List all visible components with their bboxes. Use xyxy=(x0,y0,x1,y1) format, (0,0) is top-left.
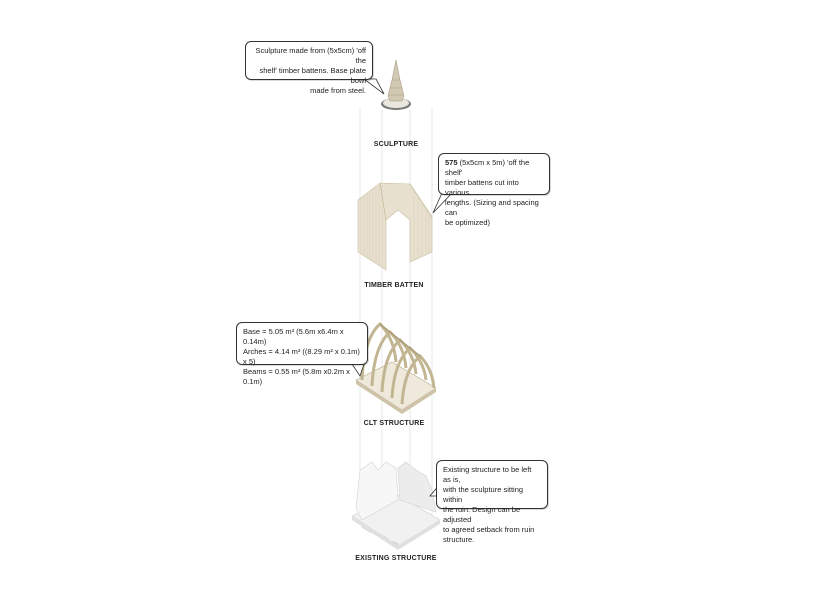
existing-structure-callout-line: to agreed setback from ruin xyxy=(443,525,535,534)
sculpture-model xyxy=(381,60,411,110)
clt-structure-model xyxy=(356,324,436,414)
clt-structure-callout-line: Beams = 0.55 m³ (5.8m x0.2m x 0.1m) xyxy=(243,367,350,386)
timber-batten-callout-line: timber battens cut into various xyxy=(445,178,519,197)
sculpture-callout xyxy=(245,41,373,95)
guide-lines xyxy=(360,108,432,520)
clt-structure-label: CLT STRUCTURE xyxy=(363,420,425,427)
sculpture-label: SCULPTURE xyxy=(373,141,419,148)
timber-batten-callout xyxy=(438,153,550,227)
existing-structure-callout-line: with the sculpture sitting within xyxy=(443,485,524,504)
timber-batten-label: TIMBER BATTEN xyxy=(364,282,424,289)
timber-batten-callout-line: be optimized) xyxy=(445,218,491,227)
clt-structure-callout-line: Base = 5.05 m³ (5.6m x6.4m x 0.14m) xyxy=(243,327,344,346)
sculpture-callout-line: Sculpture made from (5x5cm) 'off the xyxy=(255,46,366,65)
existing-structure-callout-line: the ruin. Design can be adjusted xyxy=(443,505,521,524)
existing-structure-callout-line: structure. xyxy=(443,535,475,544)
clt-structure-callout-line: Arches = 4.14 m³ ((8.29 m² x 0.1m) x 5) xyxy=(243,347,360,366)
existing-structure-model xyxy=(352,462,440,550)
sculpture-callout-line: shelf' timber battens. Base plate bowl xyxy=(259,66,366,85)
sculpture-callout-line: made from steel. xyxy=(310,86,366,95)
clt-structure-callout xyxy=(236,322,368,386)
batten-count: 575 xyxy=(445,158,458,167)
timber-batten-callout-line: lengths. (Sizing and spacing can xyxy=(445,198,539,217)
existing-structure-callout-line: Existing structure to be left as is, xyxy=(443,465,532,484)
existing-structure-label: EXISTING STRUCTURE xyxy=(355,555,437,562)
existing-structure-callout xyxy=(436,460,548,544)
timber-batten-callout-line: (5x5cm x 5m) 'off the shelf' xyxy=(445,158,530,177)
timber-batten-model xyxy=(358,183,432,270)
